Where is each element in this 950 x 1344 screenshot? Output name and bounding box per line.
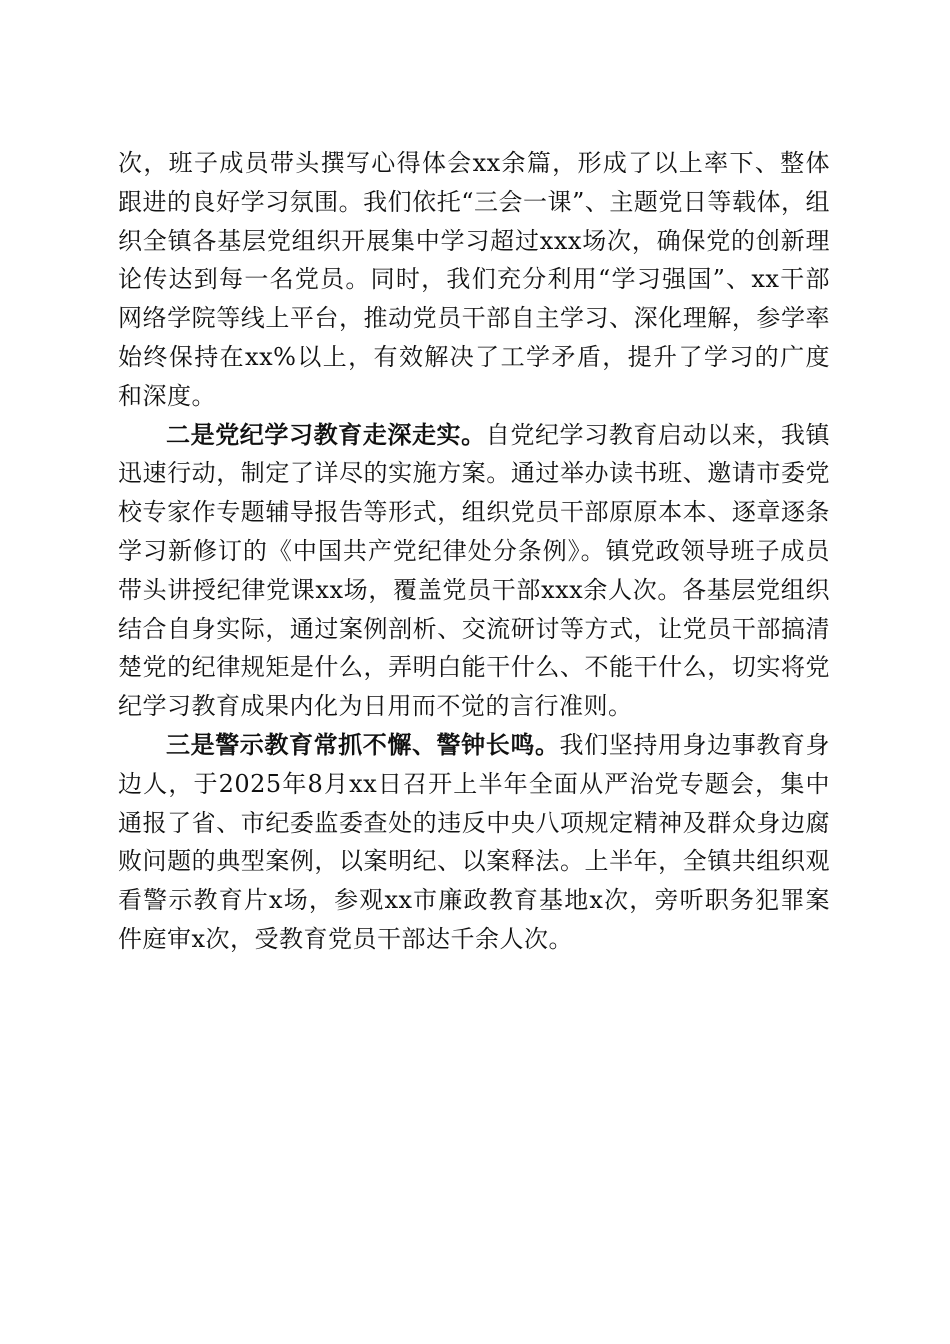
paragraph-text: 自党纪学习教育启动以来，我镇迅速行动，制定了详尽的实施方案。通过举办读书班、邀请市委党校专家作专题辅导报告等形式，组织党员干部原原本本、逐章逐条学习新修订的《中国共产党纪律处分条例》。镇党政领导班子成员带头讲授纪律党课xx场，覆盖党员干部xxx余人次。各基层党组织结合自身实际，通过案例剖析、交流研讨等方式，让党员干部搞清楚党的纪律规矩是什么，弄明白能干什么、不能干什么，切实将党纪学习教育成果内化为日用而不觉的言行准则。 xyxy=(118,420,830,721)
paragraph-lead: 二是党纪学习教育走深走实。 xyxy=(166,419,486,449)
paragraph-party-discipline xyxy=(118,416,830,726)
document-body xyxy=(118,144,830,959)
paragraph-warning-education xyxy=(118,726,830,959)
paragraph-text: 次，班子成员带头撰写心得体会xx余篇，形成了以上率下、整体跟进的良好学习氛围。我们依托“三会一课”、主题党日等载体，组织全镇各基层党组织开展集中学习超过xxx场次，确保党的创新理论传达到每一名党员。同时，我们充分利用“学习强国”、xx干部网络学院等线上平台，推动党员干部自主学习、深化理解，参学率始终保持在xx%以上，有效解决了工学矛盾，提升了学习的广度和深度。 xyxy=(118,149,830,410)
paragraph-text: 我们坚持用身边事教育身边人，于2025年8月xx日召开上半年全面从严治党专题会，集中通报了省、市纪委监委查处的违反中央八项规定精神及群众身边腐败问题的典型案例，以案明纪、以案释法。上半年，全镇共组织观看警示教育片x场，参观xx市廉政教育基地x次，旁听职务犯罪案件庭审x次，受教育党员干部达千余人次。 xyxy=(118,730,831,953)
paragraph-study-atmosphere xyxy=(118,144,830,416)
paragraph-lead: 三是警示教育常抓不懈、警钟长鸣。 xyxy=(166,729,560,759)
